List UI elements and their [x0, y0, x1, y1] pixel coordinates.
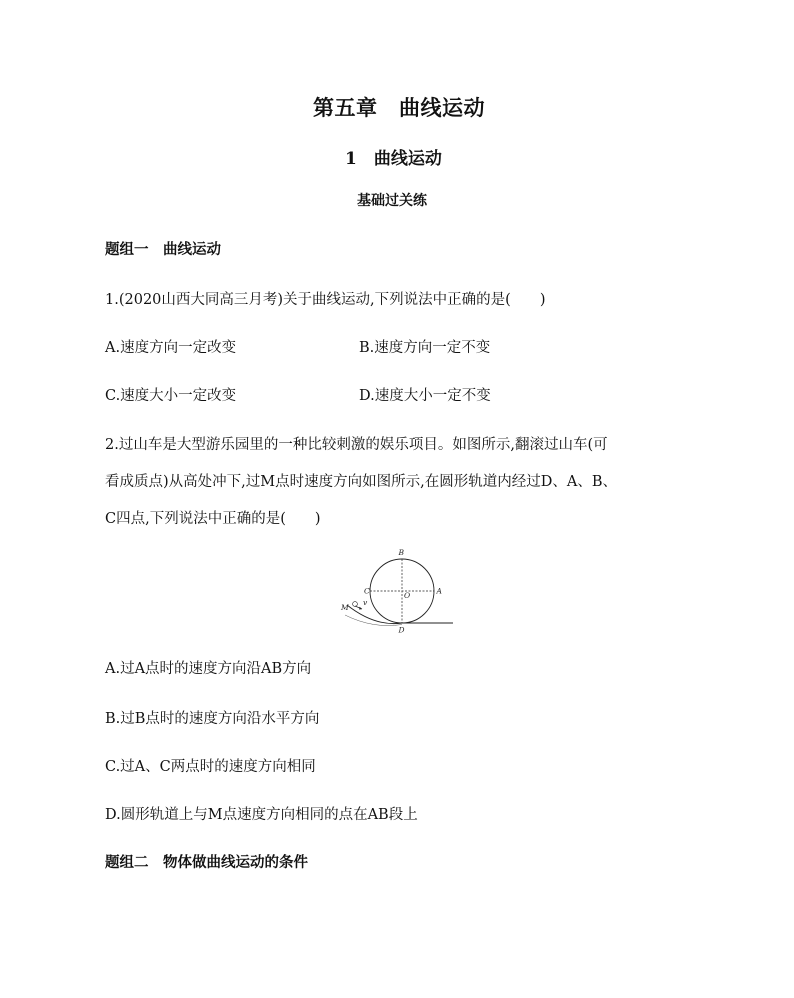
- q2-stem-line3: C四点,下列说法中正确的是( ): [105, 511, 321, 527]
- q2-option-b: B.过B点时的速度方向沿水平方向: [105, 711, 320, 727]
- subsection-title: 基础过关练: [357, 193, 427, 209]
- label-d: D: [398, 625, 405, 635]
- label-c: C: [364, 586, 370, 596]
- label-m: M: [341, 603, 349, 612]
- q2-option-a: A.过A点时的速度方向沿AB方向: [105, 661, 312, 677]
- q1-option-d: D.速度大小一定不变: [359, 388, 491, 404]
- section-title: 1 曲线运动: [345, 149, 442, 169]
- q1-option-c: C.速度大小一定改变: [105, 388, 237, 404]
- roller-coaster-figure: [335, 545, 460, 637]
- group1-title: 题组一 曲线运动: [105, 241, 221, 258]
- chapter-title: 第五章 曲线运动: [313, 95, 485, 120]
- q1-option-a: A.速度方向一定改变: [105, 340, 237, 356]
- label-a: A: [436, 586, 442, 596]
- q1-stem: 1.(2020山西大同高三月考)关于曲线运动,下列说法中正确的是( ): [105, 292, 546, 308]
- label-b: B: [398, 548, 405, 557]
- label-o: O: [404, 591, 411, 600]
- group2-title: 题组二 物体做曲线运动的条件: [105, 854, 308, 871]
- q2-option-d: D.圆形轨道上与M点速度方向相同的点在AB段上: [105, 807, 418, 823]
- q2-stem-line2: 看成质点)从高处冲下,过M点时速度方向如图所示,在圆形轨道内经过D、A、B、: [105, 474, 617, 490]
- q2-option-c: C.过A、C两点时的速度方向相同: [105, 759, 316, 775]
- q1-option-b: B.速度方向一定不变: [359, 340, 491, 356]
- q2-stem-line1: 2.过山车是大型游乐园里的一种比较刺激的娱乐项目。如图所示,翻滚过山车(可: [105, 437, 608, 453]
- label-v: v: [363, 598, 368, 607]
